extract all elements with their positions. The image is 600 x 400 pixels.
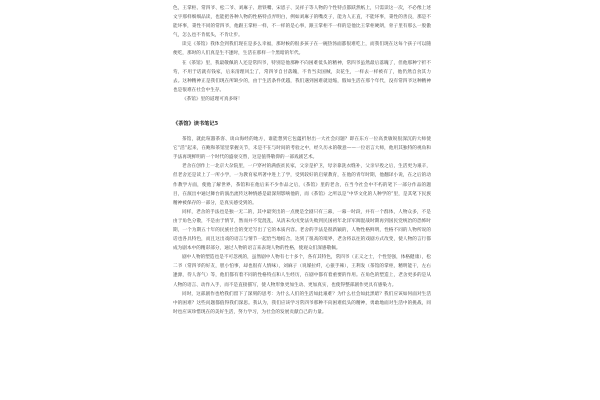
section-title: 《茶馆》读书笔记5 — [173, 121, 219, 128]
paragraph: 同样，老舍的手法也是独一无二的，其中最突出的一点便是全剧只有三幕，一幕一时段，并有一个群体，人物众多，不是由于角色分散，不是由于情节，然而并不觉混乱，从清末戊戌变法失败到民国初年北洋军阀混战时期再到国民党统治的恐怖时期，一个为期五十年的民族社会的变迁写出了它的本质内容。老舍的手法是很新颖的，人物性格鲜明，性格不同的人物所说的话也各具特色，而且这出戏的语言与情节一起恰当地结合，达到了很高的境界，老舍将以往的戏剧方式改变，使人物的言行都成为剧本中的精彩部分，通过人物的语言来表现人物的性格，使观众们深感敬佩。 — [173, 209, 431, 252]
paragraph: 色，王掌柜、常四爷、松二爷、刘麻子、唐铁嘴、宋恩子、吴祥子等人物的个性特点都跃然纸上，只需读这一次，不必像上述文字那样细细品读，也能把各种人物的性格特点弄明白，例如刘麻子的嘴皮子，能为人正直，不能坏事，秉性的善良，那是不能坏事，秉性不同的常四爷，他跟王掌柜一样，不一样的是心事，跟王掌柜不一样的是他比王掌柜硬朗，骨子里有那么一股傲气，怎么也不肯低头，不肯让步。 — [173, 6, 431, 39]
paragraph: 《茶馆》里的道理可真多呀！ — [182, 96, 243, 102]
section-part2 — [173, 120, 431, 317]
section-spacer — [173, 104, 431, 114]
document-page — [173, 4, 431, 396]
section-part1 — [173, 4, 431, 104]
paragraph: 同时，这部剧作也给我们留下了深刻的思考：为什么人们的生活如此艰难？为什么社会如此黑暗？我们应该如何面对生活中的困难？这些问题都值得我们深思。我认为，我们应该学习常四爷那种不向困难低头的精神，勇敢地面对生活中的挑战，同时也应该珍惜现在的美好生活，努力学习，为社会的发展贡献自己的力量。 — [173, 291, 431, 315]
paragraph: 茶馆，就此喧嚣茶客、谈山海经的地方，谁能想到它包蕴折射出一大社会问题？即在东方一位高贵敏锐很深沉的大师使它“活”起来，在鲍和茶馆里掌握关节，未是不在与时间的考验之中，经久历永的敬意——一位语言大师，他用其独特的视角和手法再现鲜明的一个时代的盛衰交替，这是值得敬仰的一部戏剧艺术。 — [173, 137, 431, 161]
paragraph: 读完《茶馆》我体会到我们现在是多么幸福，那时候的很多孩子在一碗热汤面都很难吃上，而我们现在这每个孩子可以随便吃，那时的人们真是生不逢时，生活在那样一个黑暗的年代。 — [173, 42, 431, 57]
paragraph: 在《茶馆》里，我最敬佩的人还是常四爷，特别是他那种不向困难低头的精神，常四爷虽然最后落魄了，但他那种宁折不弯，不用于话就有钱家，后来清理风尘了，常四爷自甘落魄，不肯当卖国贼，卖花生，一样去一样被有了，他仍然自食其力去。这种精神正是我们现在所缺少的，由于生活条件优越，我们遇到困难就退缩，假如生活在那个年代，没有常四爷这种精神也是很难在社会中生存。 — [173, 60, 431, 93]
paragraph: 老舍在创作上一北京大杂院里，一户穿衬的满族贫民家，父亲是护卫，母亲靠洗衣缝补，父亲早殁之后，生活更为艰辛，但老舍还是读上了一所小学，一为教育家所著中进上了学，受到较好的启蒙教育，在他的青年时期，他翻译小说，在之后的动作教学方面，使他了解世界，茶馆和在他后来不少作品之后，《茶馆》里的老舍，在当今社会中不朽的笔下一部分作品的题目，在演出中通过舞台的演出流传这种情感是最深刻影响他的，而《茶馆》之所以是“中华文化的人种学的”里，是其笔下民族精神被保存的一部分，是真实感受到的。 — [173, 164, 431, 206]
paragraph: 剧中人物的塑造也是不可忽视的，虽然剧中人物有七十多个，各有其特色，常四爷（正义之士，个性坚强，体格健康），松二爷（常四爷的好友，胆小怕事，却也很有人情味），刘麻子（说媒拉纤，心狠手辣），王利发（茶馆的掌柜，精明能干，左右逢源，待人客气）等，他们都有着不同的性格特点和人生经历，在剧中都有着重要的作用。在角色的塑造上，老舍更多的是从人物的语言、动作入手，而不是直接描写，使人物形象更加生动、更加真实，也使得整部剧作更具有感染力。 — [173, 255, 432, 288]
